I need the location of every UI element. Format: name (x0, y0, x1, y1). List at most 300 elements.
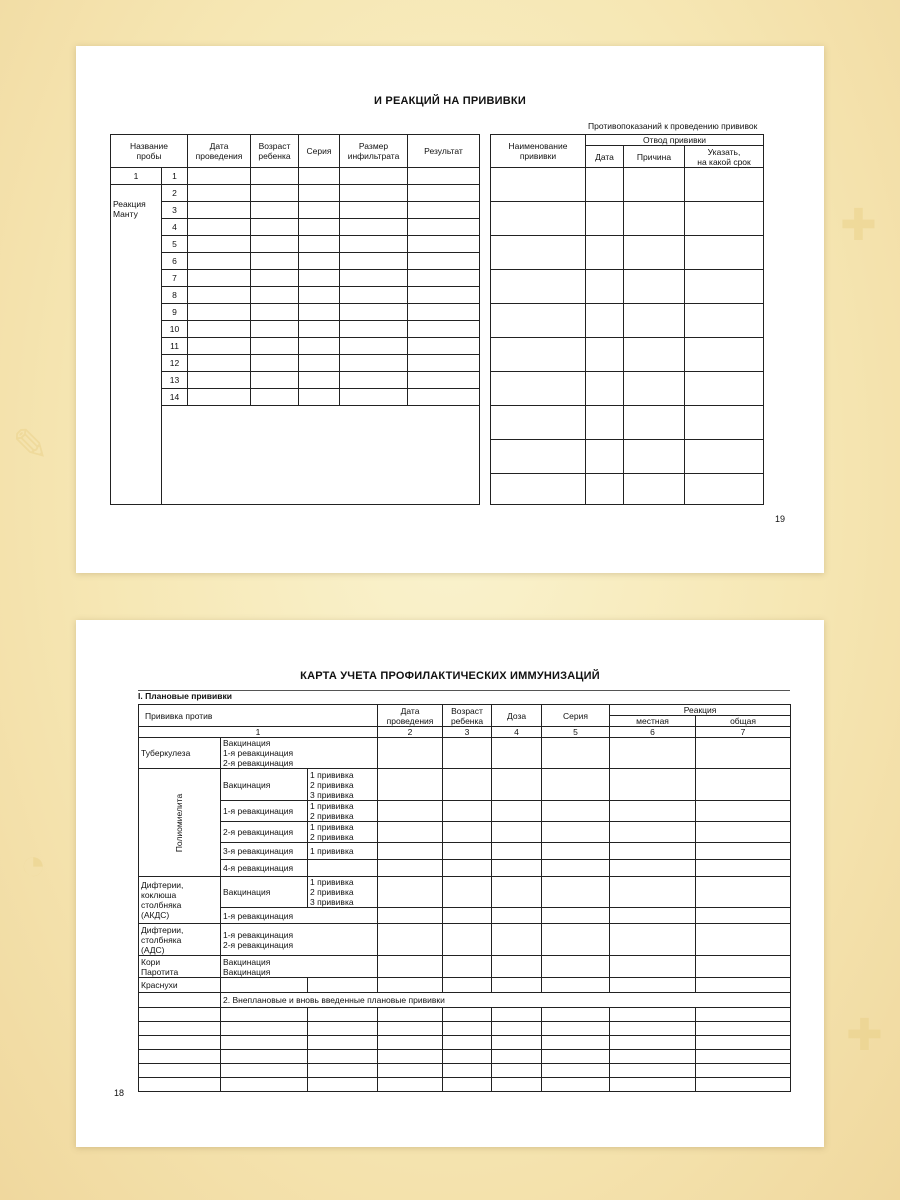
input-cell[interactable] (378, 1036, 443, 1050)
input-cell[interactable] (443, 877, 492, 908)
input-cell[interactable] (610, 801, 696, 822)
col-number: 4 (492, 727, 542, 738)
input-cell[interactable] (299, 202, 340, 219)
input-cell[interactable] (610, 822, 696, 843)
input-cell[interactable] (443, 1036, 492, 1050)
input-cell[interactable] (624, 202, 685, 236)
header-exemption-term: Указать, на какой срок (685, 146, 764, 168)
input-cell[interactable] (340, 372, 408, 389)
input-cell[interactable] (492, 908, 542, 924)
header-series: Серия (299, 135, 340, 168)
unplanned-label: 2. Внеплановые и вновь введенные плановые прививки (221, 993, 791, 1008)
input-cell[interactable] (188, 253, 251, 270)
input-cell[interactable] (586, 338, 624, 372)
input-cell[interactable] (378, 956, 443, 978)
input-cell[interactable] (685, 372, 764, 406)
bottom-page-title: КАРТА УЧЕТА ПРОФИЛАКТИЧЕСКИХ ИММУНИЗАЦИЙ (300, 670, 600, 682)
input-cell[interactable] (443, 956, 492, 978)
input-cell[interactable] (188, 287, 251, 304)
input-cell[interactable] (308, 1050, 378, 1064)
input-cell[interactable] (492, 956, 542, 978)
row-number: 6 (162, 253, 188, 270)
input-cell[interactable] (624, 338, 685, 372)
input-cell[interactable] (610, 1064, 696, 1078)
input-cell[interactable] (491, 372, 586, 406)
input-cell[interactable] (542, 1022, 610, 1036)
row-number: 12 (162, 355, 188, 372)
input-cell[interactable] (696, 1036, 791, 1050)
dtp-stage: Вакцинация (221, 877, 308, 908)
input-cell[interactable] (378, 843, 443, 860)
header-reaction-local: местная (610, 716, 696, 727)
polio-stage: 1-я ревакцинация (221, 801, 308, 822)
dtp-doses: 1 прививка 2 прививка 3 прививка (308, 877, 378, 908)
input-cell[interactable] (586, 236, 624, 270)
header-vaccine-name: Наименование прививки (491, 135, 586, 168)
input-cell[interactable] (610, 1022, 696, 1036)
input-cell[interactable] (542, 801, 610, 822)
header-infiltrate-size: Размер инфильтрата (340, 135, 408, 168)
input-cell[interactable] (443, 978, 492, 993)
input-cell[interactable] (188, 338, 251, 355)
input-cell[interactable] (299, 219, 340, 236)
input-cell[interactable] (492, 738, 542, 769)
input-cell[interactable] (251, 168, 299, 185)
input-cell[interactable] (610, 860, 696, 877)
input-cell[interactable] (308, 978, 378, 993)
input-cell[interactable] (408, 219, 480, 236)
input-cell[interactable] (251, 389, 299, 406)
input-cell[interactable] (610, 1008, 696, 1022)
polio-doses: 1 прививка 2 прививка (308, 801, 378, 822)
input-cell[interactable] (378, 1064, 443, 1078)
input-cell[interactable] (685, 474, 764, 505)
input-cell[interactable] (188, 304, 251, 321)
input-cell[interactable] (251, 372, 299, 389)
input-cell[interactable] (696, 1022, 791, 1036)
input-cell[interactable] (685, 270, 764, 304)
input-cell[interactable] (542, 738, 610, 769)
polio-label: Полиомиелита (174, 793, 185, 852)
input-cell[interactable] (251, 321, 299, 338)
input-cell[interactable] (378, 924, 443, 956)
vaccine-tuberculosis: Туберкулеза (139, 738, 221, 769)
input-cell[interactable] (251, 304, 299, 321)
input-cell[interactable] (139, 1022, 221, 1036)
input-cell[interactable] (221, 1022, 308, 1036)
row-number: 3 (162, 202, 188, 219)
contraindications-table (490, 134, 764, 505)
input-cell[interactable] (251, 270, 299, 287)
input-cell[interactable] (492, 1078, 542, 1092)
input-cell[interactable] (251, 236, 299, 253)
vaccine-dt: Дифтерии, столбняка (АДС) (139, 924, 221, 956)
input-cell[interactable] (542, 1078, 610, 1092)
input-cell[interactable] (378, 769, 443, 801)
polio-doses: 1 прививка 2 прививка (308, 822, 378, 843)
input-cell[interactable] (408, 253, 480, 270)
input-cell[interactable] (610, 877, 696, 908)
input-cell[interactable] (299, 355, 340, 372)
input-cell[interactable] (696, 978, 791, 993)
input-cell[interactable] (624, 270, 685, 304)
input-cell[interactable] (685, 202, 764, 236)
input-cell[interactable] (624, 236, 685, 270)
input-cell[interactable] (542, 978, 610, 993)
input-cell[interactable] (408, 355, 480, 372)
input-cell[interactable] (221, 978, 308, 993)
input-cell[interactable] (340, 168, 408, 185)
input-cell[interactable] (340, 355, 408, 372)
input-cell[interactable] (139, 1036, 221, 1050)
input-cell[interactable] (492, 978, 542, 993)
index-cell-left: 1 (111, 168, 162, 185)
input-cell[interactable] (188, 202, 251, 219)
input-cell[interactable] (308, 1078, 378, 1092)
input-cell[interactable] (586, 406, 624, 440)
input-cell[interactable] (408, 389, 480, 406)
polio-stage: 3-я ревакцинация (221, 843, 308, 860)
input-cell[interactable] (685, 338, 764, 372)
input-cell[interactable] (443, 1050, 492, 1064)
input-cell[interactable] (139, 1078, 221, 1092)
input-cell[interactable] (340, 287, 408, 304)
input-cell[interactable] (378, 738, 443, 769)
tuberculosis-stages: Вакцинация 1-я ревакцинация 2-я ревакцинация (221, 738, 378, 769)
page-number-19: 19 (775, 514, 786, 524)
input-cell[interactable] (139, 1008, 221, 1022)
row-number: 13 (162, 372, 188, 389)
col-number: 2 (378, 727, 443, 738)
input-cell[interactable] (221, 1064, 308, 1078)
input-cell[interactable] (443, 1064, 492, 1078)
col-number: 7 (696, 727, 791, 738)
input-cell[interactable] (542, 843, 610, 860)
input-cell[interactable] (491, 406, 586, 440)
header-result: Результат (408, 135, 480, 168)
input-cell[interactable] (188, 270, 251, 287)
input-cell[interactable] (491, 304, 586, 338)
input-cell[interactable] (378, 801, 443, 822)
input-cell[interactable] (408, 304, 480, 321)
input-cell[interactable] (696, 769, 791, 801)
vaccine-measles-mumps: Кори Паротита (139, 956, 221, 978)
input-cell[interactable] (408, 338, 480, 355)
col-number: 6 (610, 727, 696, 738)
input-cell[interactable] (542, 860, 610, 877)
input-cell[interactable] (299, 236, 340, 253)
header-exemption-date: Дата (586, 146, 624, 168)
polio-stage: 2-я ревакцинация (221, 822, 308, 843)
input-cell[interactable] (610, 1036, 696, 1050)
input-cell[interactable] (443, 769, 492, 801)
input-cell[interactable] (340, 185, 408, 202)
input-cell[interactable] (696, 956, 791, 978)
col-number: 5 (542, 727, 610, 738)
input-cell[interactable] (491, 474, 586, 505)
input-cell[interactable] (408, 270, 480, 287)
input-cell[interactable] (221, 1050, 308, 1064)
input-cell[interactable] (188, 185, 251, 202)
input-cell[interactable] (378, 1078, 443, 1092)
input-cell[interactable] (308, 1022, 378, 1036)
input-cell[interactable] (696, 822, 791, 843)
row-number: 4 (162, 219, 188, 236)
input-cell[interactable] (542, 769, 610, 801)
input-cell[interactable] (443, 1022, 492, 1036)
input-cell[interactable] (696, 1008, 791, 1022)
input-cell[interactable] (188, 168, 251, 185)
input-cell[interactable] (685, 304, 764, 338)
input-cell[interactable] (696, 860, 791, 877)
header-test-name: Название пробы (111, 135, 188, 168)
header-age: Возраст ребенка (443, 705, 492, 727)
input-cell[interactable] (542, 908, 610, 924)
input-cell[interactable] (378, 822, 443, 843)
input-cell[interactable] (188, 355, 251, 372)
input-cell[interactable] (492, 843, 542, 860)
input-cell[interactable] (139, 1050, 221, 1064)
input-cell[interactable] (610, 1050, 696, 1064)
input-cell[interactable] (586, 168, 624, 202)
input-cell[interactable] (340, 236, 408, 253)
row-number: 8 (162, 287, 188, 304)
input-cell[interactable] (685, 236, 764, 270)
index-cell-right: 1 (162, 168, 188, 185)
bg-pill-icon: ◔ (20, 840, 47, 889)
input-cell[interactable] (188, 219, 251, 236)
input-cell[interactable] (221, 1036, 308, 1050)
page-number-18: 18 (114, 1088, 125, 1098)
input-cell[interactable] (491, 270, 586, 304)
input-cell[interactable] (492, 860, 542, 877)
header-reaction: Реакция (610, 705, 791, 716)
input-cell[interactable] (408, 236, 480, 253)
bottom-page (76, 620, 824, 1147)
row-number: 10 (162, 321, 188, 338)
input-cell[interactable] (299, 372, 340, 389)
input-cell[interactable] (610, 1078, 696, 1092)
input-cell[interactable] (340, 270, 408, 287)
input-cell[interactable] (299, 253, 340, 270)
bg-cross-icon-2: ✚ (846, 1011, 883, 1060)
input-cell[interactable] (221, 1008, 308, 1022)
input-cell[interactable] (443, 924, 492, 956)
input-cell[interactable] (492, 769, 542, 801)
polio-stage: Вакцинация (221, 769, 308, 801)
header-date: Дата проведения (378, 705, 443, 727)
input-cell[interactable] (378, 1008, 443, 1022)
input-cell[interactable] (299, 321, 340, 338)
input-cell[interactable] (340, 389, 408, 406)
mantoux-table (110, 134, 480, 505)
input-cell[interactable] (408, 168, 480, 185)
dtp-revaccination: 1-я ревакцинация (221, 908, 378, 924)
input-cell[interactable] (491, 338, 586, 372)
input-cell[interactable] (299, 185, 340, 202)
top-page-title: И РЕАКЦИЙ НА ПРИВИВКИ (374, 95, 526, 107)
input-cell[interactable] (408, 185, 480, 202)
input-cell[interactable] (408, 202, 480, 219)
input-cell[interactable] (443, 843, 492, 860)
input-cell[interactable] (586, 270, 624, 304)
input-cell[interactable] (610, 924, 696, 956)
input-cell[interactable] (340, 321, 408, 338)
input-cell[interactable] (610, 978, 696, 993)
input-cell[interactable] (492, 1064, 542, 1078)
immunization-table (138, 704, 791, 1092)
input-cell[interactable] (443, 738, 492, 769)
mantoux-label: Реакция Манту (111, 185, 162, 505)
input-cell[interactable] (188, 372, 251, 389)
bg-syringe-icon: ✎ (12, 421, 49, 470)
header-age: Возраст ребенка (251, 135, 299, 168)
header-exemption: Отвод прививки (586, 135, 764, 146)
input-cell[interactable] (408, 287, 480, 304)
input-cell[interactable] (492, 1050, 542, 1064)
polio-doses: 1 прививка 2 прививка 3 прививка (308, 769, 378, 801)
input-cell[interactable] (491, 236, 586, 270)
input-cell[interactable] (378, 978, 443, 993)
input-cell[interactable] (340, 253, 408, 270)
input-cell[interactable] (610, 738, 696, 769)
input-cell[interactable] (443, 1008, 492, 1022)
input-cell[interactable] (685, 168, 764, 202)
input-cell[interactable] (610, 843, 696, 860)
input-cell[interactable] (610, 908, 696, 924)
input-cell[interactable] (299, 287, 340, 304)
input-cell[interactable] (443, 908, 492, 924)
input-cell[interactable] (696, 1050, 791, 1064)
input-cell[interactable] (586, 202, 624, 236)
input-cell[interactable] (624, 474, 685, 505)
input-cell[interactable] (299, 304, 340, 321)
input-cell[interactable] (378, 860, 443, 877)
input-cell[interactable] (696, 801, 791, 822)
input-cell[interactable] (492, 822, 542, 843)
notes-area[interactable] (162, 406, 480, 505)
input-cell[interactable] (251, 355, 299, 372)
input-cell[interactable] (624, 406, 685, 440)
input-cell[interactable] (443, 822, 492, 843)
input-cell[interactable] (443, 801, 492, 822)
input-cell[interactable] (251, 202, 299, 219)
input-cell[interactable] (696, 1078, 791, 1092)
input-cell[interactable] (378, 1022, 443, 1036)
input-cell[interactable] (542, 1064, 610, 1078)
input-cell[interactable] (251, 219, 299, 236)
polio-doses (308, 860, 378, 877)
input-cell[interactable] (340, 202, 408, 219)
input-cell[interactable] (610, 956, 696, 978)
input-cell[interactable] (696, 738, 791, 769)
input-cell[interactable] (251, 253, 299, 270)
input-cell[interactable] (624, 440, 685, 474)
input-cell[interactable] (586, 474, 624, 505)
row-number: 9 (162, 304, 188, 321)
input-cell[interactable] (491, 168, 586, 202)
input-cell[interactable] (624, 372, 685, 406)
input-cell[interactable] (299, 389, 340, 406)
input-cell[interactable] (188, 389, 251, 406)
input-cell[interactable] (492, 1022, 542, 1036)
input-cell[interactable] (139, 1064, 221, 1078)
input-cell[interactable] (188, 236, 251, 253)
input-cell[interactable] (308, 1036, 378, 1050)
input-cell[interactable] (491, 440, 586, 474)
input-cell[interactable] (492, 877, 542, 908)
input-cell[interactable] (542, 956, 610, 978)
input-cell[interactable] (443, 1078, 492, 1092)
input-cell[interactable] (340, 304, 408, 321)
input-cell[interactable] (586, 372, 624, 406)
section-rule (138, 690, 790, 691)
input-cell[interactable] (685, 406, 764, 440)
input-cell[interactable] (492, 924, 542, 956)
input-cell[interactable] (586, 304, 624, 338)
input-cell[interactable] (696, 1064, 791, 1078)
input-cell[interactable] (542, 1050, 610, 1064)
input-cell[interactable] (696, 908, 791, 924)
input-cell[interactable] (251, 185, 299, 202)
input-cell[interactable] (542, 822, 610, 843)
input-cell[interactable] (308, 1008, 378, 1022)
input-cell[interactable] (299, 270, 340, 287)
empty-cell (139, 993, 221, 1008)
input-cell[interactable] (696, 924, 791, 956)
row-number: 14 (162, 389, 188, 406)
input-cell[interactable] (221, 1078, 308, 1092)
input-cell[interactable] (491, 202, 586, 236)
input-cell[interactable] (340, 338, 408, 355)
input-cell[interactable] (408, 321, 480, 338)
input-cell[interactable] (299, 338, 340, 355)
input-cell[interactable] (624, 304, 685, 338)
input-cell[interactable] (542, 1036, 610, 1050)
input-cell[interactable] (299, 168, 340, 185)
input-cell[interactable] (610, 769, 696, 801)
col-number: 3 (443, 727, 492, 738)
section-label: I. Плановые прививки (138, 691, 232, 701)
input-cell[interactable] (340, 219, 408, 236)
input-cell[interactable] (542, 1008, 610, 1022)
input-cell[interactable] (188, 321, 251, 338)
polio-stage: 4-я ревакцинация (221, 860, 308, 877)
input-cell[interactable] (492, 1036, 542, 1050)
header-reaction-general: общая (696, 716, 791, 727)
input-cell[interactable] (443, 860, 492, 877)
input-cell[interactable] (624, 168, 685, 202)
header-vaccine-against: Прививка против (139, 705, 378, 727)
input-cell[interactable] (492, 801, 542, 822)
input-cell[interactable] (378, 908, 443, 924)
input-cell[interactable] (251, 338, 299, 355)
measles-stages: Вакцинация Вакцинация (221, 956, 378, 978)
input-cell[interactable] (408, 372, 480, 389)
input-cell[interactable] (378, 1050, 443, 1064)
input-cell[interactable] (542, 924, 610, 956)
input-cell[interactable] (542, 877, 610, 908)
input-cell[interactable] (251, 287, 299, 304)
input-cell[interactable] (308, 1064, 378, 1078)
input-cell[interactable] (685, 440, 764, 474)
input-cell[interactable] (696, 877, 791, 908)
header-exemption-reason: Причина (624, 146, 685, 168)
input-cell[interactable] (492, 1008, 542, 1022)
input-cell[interactable] (696, 843, 791, 860)
input-cell[interactable] (378, 877, 443, 908)
input-cell[interactable] (586, 440, 624, 474)
